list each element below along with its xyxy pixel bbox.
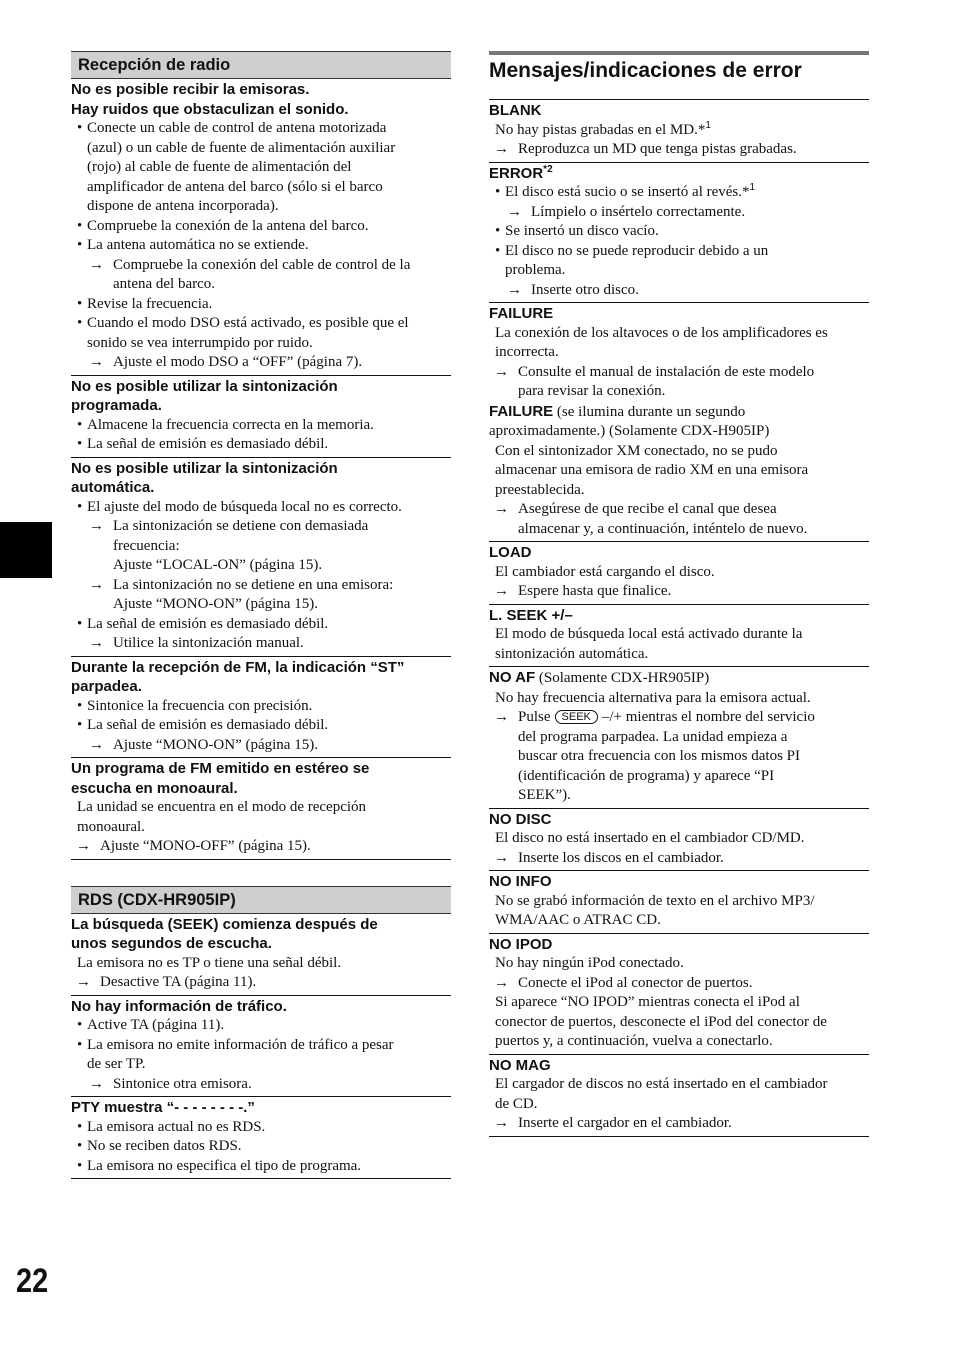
entry-line — [489, 1013, 869, 1033]
entry-line — [71, 537, 451, 557]
line-text: escucha en monoaural. — [71, 779, 238, 797]
line-text: Se insertó un disco vacío. — [505, 223, 659, 239]
entry-line — [489, 520, 869, 540]
troubleshooting-entry — [489, 809, 869, 872]
line-text: La sintonización se detiene con demasiada — [113, 518, 369, 534]
line-text: Durante la recepción de FM, la indicación “ST” — [71, 658, 405, 676]
line-text: Ajuste “MONO-ON” (página 15). — [113, 596, 318, 612]
line-text: Compruebe la conexión de la antena del barco. — [87, 217, 369, 234]
line-text: Ajuste “LOCAL-ON” (página 15). — [113, 557, 323, 573]
line-text: (azul) o un cable de fuente de alimentación auxiliar — [87, 139, 396, 156]
line-text: BLANK — [489, 102, 542, 119]
troubleshooting-entry — [489, 542, 869, 605]
entry-heading — [71, 396, 451, 416]
entry-heading — [71, 1098, 451, 1118]
bullet-icon: • — [77, 1118, 83, 1135]
troubleshooting-entry — [71, 376, 451, 458]
entry-heading — [489, 402, 869, 423]
entry-line — [71, 334, 451, 354]
entry-line — [489, 324, 869, 344]
entry-line — [71, 119, 451, 139]
line-text: PTY muestra “- - - - - - - -.” — [71, 1099, 255, 1116]
line-text: (rojo) al cable de fuente de alimentación del — [87, 159, 352, 175]
line-text: Conecte un cable de control de antena motorizada — [87, 120, 387, 136]
troubleshooting-entry — [489, 100, 869, 163]
entry-heading — [71, 915, 451, 935]
line-text: aproximadamente.) (Solamente CDX-H905IP) — [489, 423, 770, 439]
entry-heading — [489, 1056, 869, 1076]
bullet-icon: • — [77, 697, 83, 714]
line-text: Revise la frecuencia. — [87, 295, 213, 312]
line-text: Si aparece “NO IPOD” mientras conecta el iPod al — [495, 994, 800, 1010]
line-text: NO AF — [489, 669, 536, 686]
line-text: del programa parpadea. La unidad empieza a — [518, 728, 788, 745]
footnote-ref: *2 — [543, 163, 553, 175]
arrow-icon: → — [76, 838, 91, 854]
line-text: Almacene la frecuencia correcta en la memoria. — [87, 416, 374, 433]
entry-line — [489, 974, 869, 994]
entry-heading — [71, 80, 451, 100]
line-text: frecuencia: — [113, 537, 180, 554]
arrow-icon: → — [494, 501, 509, 517]
line-text: unos segundos de escucha. — [71, 935, 272, 952]
entry-line — [71, 556, 451, 576]
arrow-icon: → — [494, 141, 509, 157]
entry-line — [489, 767, 869, 787]
bullet-icon: • — [77, 1036, 83, 1053]
entry-line — [71, 236, 451, 256]
line-text: SEEK”). — [518, 787, 571, 803]
entry-line — [71, 435, 451, 455]
line-text: El modo de búsqueda local está activado durante la — [495, 626, 803, 642]
entry-line — [489, 625, 869, 645]
line-text: El cambiador está cargando el disco. — [495, 563, 715, 580]
entry-line — [71, 818, 451, 838]
entry-line — [489, 708, 869, 728]
seek-button-icon: SEEK — [555, 710, 598, 724]
troubleshooting-entry — [71, 996, 451, 1098]
entry-heading — [489, 668, 869, 689]
troubleshooting-entry — [489, 605, 869, 668]
arrow-icon: → — [494, 974, 509, 991]
line-text: WMA/AAC o ATRAC CD. — [495, 912, 661, 928]
bullet-icon: • — [77, 315, 83, 331]
entry-heading — [71, 759, 451, 779]
line-text: Inserte otro disco. — [531, 281, 639, 298]
entry-line — [489, 461, 869, 481]
line-text: FAILURE — [489, 402, 554, 420]
line-text: FAILURE — [489, 305, 554, 322]
entry-heading — [71, 100, 451, 120]
entry-line — [489, 689, 869, 709]
entry-heading — [489, 543, 869, 563]
troubleshooting-entry — [71, 1097, 451, 1179]
line-text: El disco no está insertado en el cambiador CD/MD. — [495, 830, 805, 846]
line-text: No hay frecuencia alternativa para la emisora actual. — [495, 689, 811, 706]
arrow-icon: → — [494, 583, 509, 599]
entry-line — [489, 1114, 869, 1134]
error-message-list — [489, 100, 869, 1137]
entry-line — [71, 275, 451, 295]
entry-line — [489, 382, 869, 402]
entry-line — [71, 954, 451, 974]
entry-line — [71, 697, 451, 717]
line-text: No es posible recibir la emisoras. — [71, 81, 310, 98]
line-text: Desactive TA (página 11). — [100, 974, 257, 990]
entry-line — [489, 582, 869, 602]
line-text: No hay pistas grabadas en el MD.* — [495, 121, 706, 138]
entry-line — [71, 1137, 451, 1157]
line-text: Ajuste el modo DSO a “OFF” (página 7). — [113, 354, 363, 370]
line-text: NO INFO — [489, 873, 552, 890]
line-text: No hay información de tráfico. — [71, 997, 287, 1015]
line-text: Pulse — [518, 709, 551, 725]
troubleshooting-entry — [489, 934, 869, 1055]
entry-line — [71, 1036, 451, 1056]
line-text: La señal de emisión es demasiado débil. — [87, 436, 329, 452]
line-text: Con el sintonizador XM conectado, no se pudo — [495, 442, 778, 459]
line-text: La señal de emisión es demasiado débil. — [87, 717, 329, 733]
entry-line — [489, 121, 869, 141]
entry-line — [489, 1095, 869, 1115]
entry-line — [489, 786, 869, 806]
entry-heading — [489, 810, 869, 830]
arrow-icon: → — [494, 363, 509, 380]
line-text: Conecte el iPod al conector de puertos. — [518, 974, 753, 991]
line-text: La señal de emisión es demasiado débil. — [87, 615, 329, 632]
troubleshooting-entry — [71, 758, 451, 860]
line-text: No hay ningún iPod conectado. — [495, 955, 684, 971]
line-text: de ser TP. — [87, 1056, 146, 1072]
troubleshooting-entry — [71, 914, 451, 996]
line-text: preestablecida. — [495, 481, 585, 498]
line-text: La conexión de los altavoces o de los amplificadores es — [495, 324, 828, 341]
arrow-icon: → — [494, 1115, 509, 1131]
line-text: dispone de antena incorporada). — [87, 198, 279, 214]
line-text: L. SEEK +/– — [489, 606, 573, 624]
bullet-icon: • — [77, 1017, 83, 1033]
entry-line — [489, 911, 869, 931]
entry-heading — [489, 101, 869, 121]
left-column — [71, 51, 451, 1179]
entry-line — [71, 256, 451, 276]
entry-heading — [71, 677, 451, 697]
entry-line — [489, 1075, 869, 1095]
entry-line — [489, 954, 869, 974]
line-text: La unidad se encuentra en el modo de recepción — [77, 799, 367, 815]
entry-line — [71, 798, 451, 818]
arrow-icon: → — [494, 709, 509, 725]
line-text: almacenar una emisora de radio XM en una emisora — [495, 462, 809, 478]
line-text: amplificador de antena del barco (sólo si el barco — [87, 178, 383, 195]
line-text: Ajuste “MONO-ON” (página 15). — [113, 736, 318, 753]
line-text: Reproduzca un MD que tenga pistas grabadas. — [518, 141, 797, 157]
arrow-icon: → — [507, 203, 522, 220]
entry-line — [71, 416, 451, 436]
entry-line — [71, 158, 451, 178]
line-text: Asegúrese de que recibe el canal que desea — [518, 501, 777, 517]
line-text: buscar otra frecuencia con los mismos datos PI — [518, 748, 801, 764]
page-number: 22 — [16, 1262, 49, 1300]
entry-heading — [71, 658, 451, 678]
entry-heading — [489, 935, 869, 955]
line-text: Sintonice la frecuencia con precisión. — [87, 697, 313, 714]
entry-line — [489, 849, 869, 869]
line-text: (identificación de programa) y aparece “PI — [518, 767, 775, 784]
line-text: Compruebe la conexión del cable de control de la — [113, 256, 411, 273]
entry-line — [71, 314, 451, 334]
line-text: No es posible utilizar la sintonización — [71, 459, 338, 477]
section-title: Mensajes/indicaciones de error — [489, 59, 802, 82]
entry-line — [489, 422, 869, 442]
heading-note: (se ilumina durante un segundo — [553, 403, 746, 420]
bullet-icon: • — [77, 295, 83, 312]
section-band-heading: Recepción de radio — [71, 51, 451, 79]
entry-line — [489, 363, 869, 383]
entry-heading — [71, 779, 451, 799]
entry-line — [71, 217, 451, 237]
entry-heading — [71, 478, 451, 498]
arrow-icon: → — [507, 281, 522, 298]
line-text: –/+ mientras el nombre del servicio — [601, 709, 815, 725]
bullet-icon: • — [77, 217, 83, 234]
entry-line — [489, 343, 869, 363]
entry-heading — [489, 872, 869, 892]
bullet-icon: • — [77, 717, 83, 733]
entry-line — [489, 728, 869, 748]
bullet-icon: • — [77, 120, 83, 136]
line-text: puertos y, a continuación, vuelva a conectarlo. — [495, 1033, 773, 1049]
chapter-tab-marker — [0, 522, 52, 578]
line-text: Hay ruidos que obstaculizan el sonido. — [71, 100, 349, 118]
entry-line — [71, 197, 451, 217]
line-text: La emisora actual no es RDS. — [87, 1118, 266, 1135]
bullet-icon: • — [77, 237, 83, 253]
line-text: No se grabó información de texto en el archivo MP3/ — [495, 892, 815, 909]
arrow-icon: → — [89, 354, 104, 370]
line-text: de CD. — [495, 1095, 538, 1112]
bullet-icon: • — [77, 416, 83, 433]
line-text: Ajuste “MONO-OFF” (página 15). — [100, 838, 311, 854]
line-text: NO IPOD — [489, 935, 553, 953]
line-text: La sintonización no se detiene en una emisora: — [113, 576, 394, 593]
line-text: para revisar la conexión. — [518, 383, 666, 399]
entry-line — [489, 442, 869, 462]
entry-line — [71, 634, 451, 654]
line-text: ERROR — [489, 164, 544, 182]
right-column — [489, 51, 869, 1137]
entry-line — [489, 645, 869, 665]
line-text: No se reciben datos RDS. — [87, 1138, 242, 1154]
troubleshooting-entry — [489, 303, 869, 542]
entry-line — [71, 1118, 451, 1138]
arrow-icon: → — [89, 635, 104, 651]
line-text: Utilice la sintonización manual. — [113, 635, 304, 651]
bullet-icon: • — [77, 436, 83, 452]
line-text: antena del barco. — [113, 276, 216, 292]
section-title-block — [489, 51, 869, 100]
entry-line — [489, 829, 869, 849]
line-text: Espere hasta que finalice. — [518, 583, 672, 599]
arrow-icon: → — [494, 849, 509, 866]
entry-line — [71, 576, 451, 596]
line-text: El disco no se puede reproducir debido a un — [505, 242, 769, 259]
entry-line — [71, 1055, 451, 1075]
line-text: LOAD — [489, 544, 532, 561]
entry-line — [489, 747, 869, 767]
line-text: sonido se vea interrumpido por ruido. — [87, 334, 313, 351]
entry-line — [71, 595, 451, 615]
line-text: La emisora no especifica el tipo de programa. — [87, 1157, 362, 1174]
entry-line — [489, 1032, 869, 1052]
line-text: El ajuste del modo de búsqueda local no es correcto. — [87, 498, 402, 515]
line-text: El disco está sucio o se insertó al revés.* — [505, 184, 750, 200]
section-band-heading: RDS (CDX-HR905IP) — [71, 886, 451, 914]
entry-line — [489, 140, 869, 160]
bullet-icon: • — [77, 615, 83, 632]
line-text: La emisora no emite información de tráfico a pesar — [87, 1036, 394, 1053]
line-text: Inserte el cargador en el cambiador. — [518, 1115, 732, 1131]
arrow-icon: → — [89, 1075, 104, 1092]
entry-line — [71, 837, 451, 857]
troubleshooting-entry — [489, 1055, 869, 1137]
entry-line — [489, 183, 869, 203]
footnote-ref: 1 — [749, 182, 756, 193]
entry-line — [71, 736, 451, 756]
bullet-icon: • — [495, 184, 501, 200]
entry-line — [71, 498, 451, 518]
entry-line — [489, 203, 869, 223]
entry-line — [71, 973, 451, 993]
entry-line — [71, 139, 451, 159]
entry-line — [71, 716, 451, 736]
entry-line — [71, 178, 451, 198]
arrow-icon: → — [89, 576, 104, 593]
line-text: Sintonice otra emisora. — [113, 1075, 252, 1092]
entry-line — [489, 261, 869, 281]
entry-heading — [71, 377, 451, 397]
entry-heading — [71, 459, 451, 479]
line-text: NO DISC — [489, 810, 552, 828]
entry-line — [71, 517, 451, 537]
line-text: sintonización automática. — [495, 645, 649, 662]
entry-line — [489, 563, 869, 583]
entry-heading — [489, 606, 869, 626]
line-text: Un programa de FM emitido en estéreo se — [71, 760, 370, 777]
arrow-icon: → — [89, 736, 104, 753]
line-text: La antena automática no se extiende. — [87, 237, 309, 253]
line-text: programada. — [71, 397, 162, 414]
arrow-icon: → — [89, 518, 104, 534]
footnote-ref: 1 — [705, 119, 711, 131]
line-text: Cuando el modo DSO está activado, es posible que el — [87, 315, 409, 331]
entry-heading — [71, 997, 451, 1017]
line-text: automática. — [71, 479, 155, 496]
line-text: La emisora no es TP o tiene una señal débil. — [77, 954, 342, 971]
line-text: Límpielo o insértelo correctamente. — [531, 203, 746, 220]
entry-heading — [489, 304, 869, 324]
entry-heading — [489, 164, 869, 184]
entry-line — [71, 295, 451, 315]
line-text: monoaural. — [77, 818, 145, 835]
line-text: La búsqueda (SEEK) comienza después de — [71, 915, 378, 933]
entry-line — [71, 1157, 451, 1177]
troubleshooting-entry — [71, 458, 451, 657]
troubleshooting-entry — [71, 657, 451, 759]
line-text: problema. — [505, 262, 566, 278]
line-text: El cargador de discos no está insertado en el cambiador — [495, 1076, 828, 1092]
troubleshooting-entry — [71, 79, 451, 376]
bullet-icon: • — [495, 242, 501, 259]
entry-line — [489, 500, 869, 520]
line-text: parpadea. — [71, 678, 142, 695]
entry-line — [489, 892, 869, 912]
bullet-icon: • — [77, 1138, 83, 1154]
entry-line — [71, 615, 451, 635]
entry-line — [489, 481, 869, 501]
troubleshooting-entry — [489, 163, 869, 304]
line-text: Active TA (página 11). — [87, 1017, 225, 1033]
arrow-icon: → — [76, 974, 91, 990]
line-text: almacenar y, a continuación, inténtelo de nuevo. — [518, 520, 808, 537]
line-text: No es posible utilizar la sintonización — [71, 377, 338, 395]
arrow-icon: → — [89, 256, 104, 273]
troubleshooting-entry — [489, 667, 869, 809]
entry-line — [71, 353, 451, 373]
entry-line — [71, 1016, 451, 1036]
bullet-icon: • — [77, 1157, 83, 1174]
bullet-icon: • — [495, 223, 501, 239]
entry-line — [489, 222, 869, 242]
entry-line — [489, 281, 869, 301]
line-text: Consulte el manual de instalación de este modelo — [518, 363, 815, 380]
line-text: incorrecta. — [495, 344, 559, 360]
line-text: NO MAG — [489, 1056, 551, 1074]
troubleshooting-entry — [489, 871, 869, 934]
line-text: Inserte los discos en el cambiador. — [518, 849, 724, 866]
line-text: conector de puertos, desconecte el iPod del conector de — [495, 1013, 827, 1030]
bullet-icon: • — [77, 498, 83, 515]
entry-line — [71, 1075, 451, 1095]
heading-note: (Solamente CDX-HR905IP) — [535, 670, 710, 686]
entry-line — [489, 993, 869, 1013]
entry-heading — [71, 934, 451, 954]
entry-line — [489, 242, 869, 262]
